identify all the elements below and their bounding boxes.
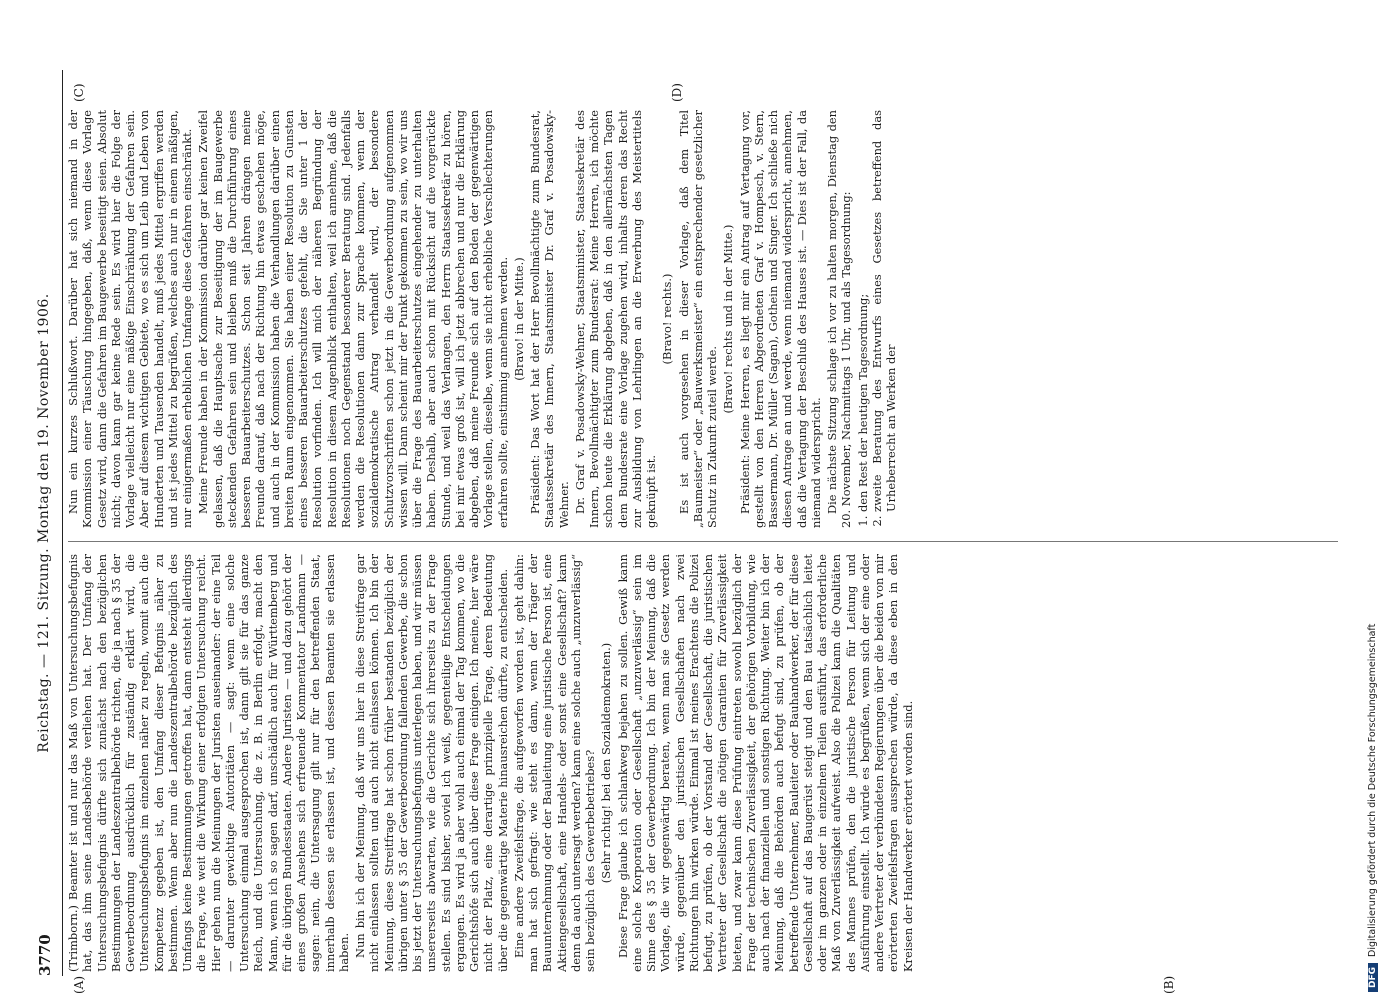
agenda-item: 2. zweite Beratung des Entwurfs eines Gesetzes betreffend das Urheberrecht an Werken der <box>870 110 899 512</box>
interjection: (Sehr richtig! bei den Sozialdemokraten.) <box>599 642 614 884</box>
interjection: (Bravo! rechts und in der Mitte.) <box>721 224 736 414</box>
margin-mark-a: (A) <box>72 975 86 994</box>
agenda-item: 1. den Rest der heutigen Tagesordnung; <box>856 110 870 512</box>
header-title: Reichstag. — 121. Sitzung. Montag den 19. November 1906. <box>36 293 52 753</box>
margin-mark-d: (D) <box>670 83 684 102</box>
paragraph: Es ist auch vorgesehen in dieser Vorlage, daß dem Titel „Baumeister“ oder „Bauwerksmeister“ ein entsprechender gesetzlicher Schutz in Zukunft zuteil werde. <box>676 110 719 528</box>
paragraph: (Trimborn.) Beamter ist und nur das Maß von Untersuchungsbefugnis hat, das ihm seine Landesbehörde verliehen hat. Der Umfang der Untersuchungsbefugnis dürfte sich zunächst nach den bezüglichen Bestimmungen der Landeszentralbehörde richten, die ja nach § 35 der Gewerbeordnung ausdrücklich für zuständig erklärt wird, die Untersuchungsbefugnis im einzelnen näher zu regeln, womit auch die Kompetenz gegeben ist, den Umfang dieser Befugnis näher zu bestimmen. Wenn aber nun die Landeszentralbehörde bezüglich des Umfangs keine Bestimmungen getroffen hat, dann entsteht allerdings die Frage, wie weit die Wirkung einer erfolgten Untersuchung reicht. Hier gehen nun die Meinungen der Juristen auseinander: der eine Teil — darunter gewichtige Autoritäten — sagt: wenn eine solche Untersuchung einmal ausgesprochen ist, dann gilt sie für das ganze Reich, und die Untersuchung, die z. B. in Berlin erfolgt, macht den Mann, wenn ich so sagen darf, unschädlich auch für Württemberg und für die übrigen Bundesstaaten. Andere Juristen — und dazu gehört der eines großen Ansehens sich erfreuende Kommentator Landmann — sagen: nein, die Untersagung gilt nur für den betreffenden Staat, innerhalb dessen sie erlassen ist, und dessen Beamten sie erlassen haben. <box>66 554 351 972</box>
agenda-list <box>856 110 899 512</box>
stamp-text: Digitalisierung gefördert durch die Deutsche Forschungsgemeinschaft <box>1367 623 1378 957</box>
minister-statement: Dr. Graf v. Posadowsky-Wehner, Staatsminister, Staatssekretär des Innern, Bevollmächtigter zum Bundesrat: Meine Herren, ich möchte schon heute die Erklärung abgeben, daß in den allernächsten Tagen dem Bundesrate eine Vorlage zugehen wird, inhalts deren das Recht zur Ausbildung von Lehrlingen an die Erwerbung des Meistertitels geknüpft ist. <box>572 110 658 528</box>
president-statement: Präsident: Das Wort hat der Herr Bevollmächtigte zum Bundesrat, Staatssekretär des Innern, Staatsminister Dr. Graf v. Posadowsky-Wehner. <box>528 110 571 528</box>
interjection: (Bravo! in der Mitte.) <box>511 257 526 381</box>
paragraph: Meine Freunde haben in der Kommission darüber gar keinen Zweifel gelassen, daß die Hauptsache zur Beseitigung der im Baugewerbe steckenden Gefahren sein und bleiben muß die Durchführung eines besseren Bauarbeiterschutzes. Schon seit Jahren drängen meine Freunde darauf, daß nach der Richtung hin etwas geschehen möge, und auch in der Kommission haben die Verhandlungen darüber einen breiten Raum eingenommen. Sie haben einer Resolution zu Gunsten eines besseren Bauarbeiterschutzes gefehlt, die Sie unter 1 der Resolution vorfinden. Ich will mich der näheren Begründung der Resolution in diesem Augenblick enthalten, weil ich annehme, daß die Resolutionen noch Gegenstand besonderer Beratung sind. Jedenfalls werden die Resolutionen dann zur Sprache kommen, wenn der sozialdemokratische Antrag verhandelt wird, der besondere Schutzvorschriften schon jetzt in die Gewerbeordnung aufgenommen wissen will. Dann scheint mir der Punkt gekommen zu sein, wo wir uns über die Frage des Bauarbeiterschutzes eingehender zu unterhalten haben. Deshalb, aber auch schon mit Rücksicht auf die vorgerückte Stunde, und weil das Verlangen, den Herrn Staatssekretär zu hören, bei mir etwas groß ist, will ich jetzt abbrechen und nur die Erklärung abgeben, daß meine Freunde sich auf den Boden der gegenwärtigen Vorlage stellen, dieselbe, wenn sie nicht erhebliche Verschlechterungen erfahren sollte, einstimmig annehmen werden. <box>196 110 510 528</box>
column-divider <box>68 541 1338 542</box>
paragraph: Eine andere Zweifelsfrage, die aufgeworfen worden ist, geht dahin: man hat sich gefragt: wie steht es dann, wenn der Träger der Bauunternehmung oder der Bauleitung eine juristische Person ist, eine Aktiengesellschaft, eine Handels- oder sonst eine Gesellschaft? kann denn da auch untersagt werden? kann eine solche auch „unzuverlässig“ sein bezüglich des Gewerbebetriebes? <box>511 554 597 972</box>
margin-mark-b: (B) <box>1162 975 1176 994</box>
dfg-logo: DFG <box>1368 963 1378 992</box>
paragraph: Nun bin ich der Meinung, daß wir uns hier in diese Streitfrage gar nicht einlassen sollten und auch nicht einlassen können. Ich bin der Meinung, diese Streitfrage hat schon früher bestanden bezüglich der übrigen unter § 35 der Gewerbeordnung fallenden Gewerbe, die schon bis jetzt der Untersuchungsbefugnis unterlegen haben, und wir müssen unsererseits abwarten, wie die Gerichte sich ihrerseits zu der Frage stellen. Es sind bisher, soviel ich weiß, gegenteilige Entscheidungen ergangen. Es wird ja aber wohl auch einmal der Tag kommen, wo die Gerichtshöfe sich auch über diese Frage einigen. Ich meine, hier wäre nicht der Platz, eine derartige prinzipielle Frage, deren Bedeutung über die gegenwärtige Materie hinausreichen dürfte, zu entscheiden. <box>353 554 510 972</box>
paragraph: Nun ein kurzes Schlußwort. Darüber hat sich niemand in der Kommission einer Täuschung hingegeben, daß, wenn diese Vorlage Gesetz wird, dann die Gefahren im Baugewerbe beseitigt seien. Absolut nicht; davon kann gar keine Rede sein. Es wird hier die Folge der Vorlage vielleicht nur eine mäßige Einschränkung der Gefahren sein. Aber auf diesem wichtigen Gebiete, wo es sich um Leib und Leben von Hunderten und Tausenden handelt, muß jedes Mittel ergriffen werden und ist jedes Mittel zu begrüßen, welches auch nur in einem mäßigen, nur einigermaßen erheblichen Umfange diese Gefahren einschränkt. <box>66 110 194 528</box>
running-header <box>28 70 63 976</box>
scanned-sheet <box>20 0 1360 1000</box>
interjection: (Bravo! rechts.) <box>660 273 675 365</box>
document-page <box>20 40 1360 1000</box>
page-number: 3770 <box>36 934 54 976</box>
digitization-stamp <box>1367 8 1383 992</box>
paragraph: Die nächste Sitzung schlage ich vor zu halten morgen, Dienstag den 20. November, Nachmittags 1 Uhr, und als Tagesordnung: <box>825 110 854 528</box>
margin-mark-c: (C) <box>72 83 86 102</box>
paragraph: Diese Frage glaube ich schlankweg bejahen zu sollen. Gewiß kann eine solche Korporation oder Gesellschaft „unzuverlässig“ sein im Sinne des § 35 der Gewerbeordnung. Ich bin der Meinung, daß die Vorlage, die wir gegenwärtig beraten, wenn man sie Gesetz werden würde, gegenüber den juristischen Gesellschaften nach zwei Richtungen hin wirken würde. Einmal ist meines Erachtens die Polizei befugt, zu prüfen, ob der Vorstand der Gesellschaft, die juristischen Vertreter der Gesellschaft die nötigen Garantien für Zuverlässigkeit bieten, und zwar kann diese Prüfung eintreten sowohl bezüglich der Frage der technischen Zuverlässigkeit, der gehörigen Vorbildung, wie auch nach der finanziellen und sonstigen Richtung. Weiter bin ich der Meinung, daß die Behörden auch befugt sind, zu prüfen, ob der betreffende Unternehmer, Bauleiter oder Bauhandwerker, der für diese Gesellschaft auf das Baugerüst steigt und den Bau tatsächlich leitet oder im ganzen oder in einzelnen Teilen ausführt, das erforderliche Maß von Zuverlässigkeit aufweist. Also die Polizei kann die Qualitäten des Mannes prüfen, den die juristische Person für Leitung und Ausführung einstellt. Ich würde es begrüßen, wenn sich der eine oder andere Vertreter der verbündeten Regierungen über die beiden von mir erörterten Zweifelsfragen aussprechen würde, da diese eben in den Kreisen der Handwerker erörtert worden sind. <box>615 554 915 972</box>
right-column <box>66 110 1341 528</box>
left-column <box>66 554 1341 972</box>
president-statement: Präsident: Meine Herren, es liegt mir ein Antrag auf Vertagung vor, gestellt von den Herren Abgeordneten Graf v. Hompesch, v. Stern, Bassermann, Dr. Müller (Sagan), Gothein und Singer. Ich schließe nich diesen Antrage an und werde, wenn niemand widerspricht, annehmen, daß die Vertagung der Beschluß des Hauses ist. — Dies ist der Fall, da niemand widerspricht. <box>737 110 823 528</box>
